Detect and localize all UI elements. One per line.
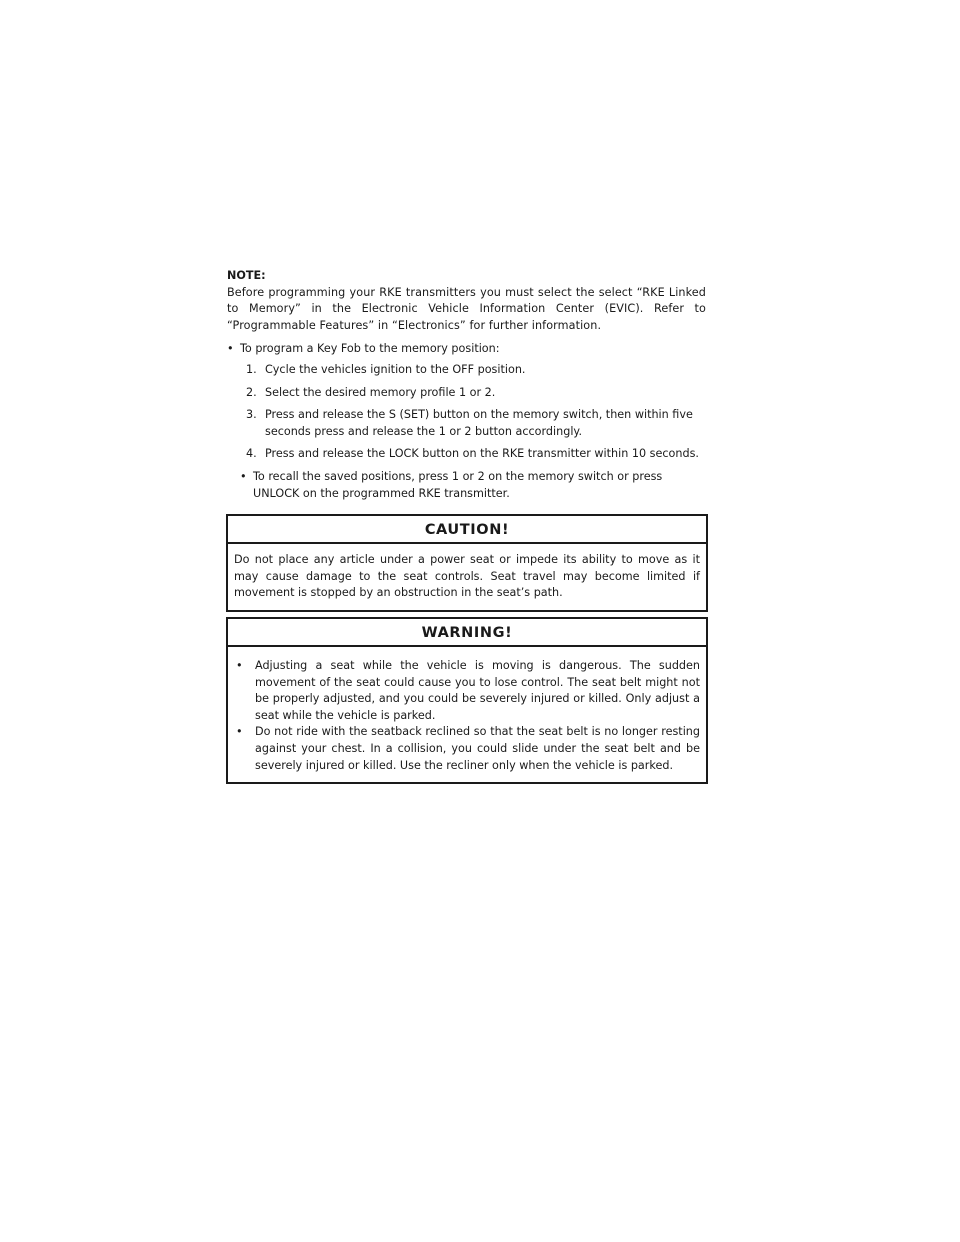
warning-item-text: Adjusting a seat while the vehicle is moving is dangerous. The sudden movement of the seat could cause you to lose control. The seat belt might not be properly adjusted, and you could be severely injured or killed. Only adjust a seat while the vehicle is parked.	[255, 659, 700, 722]
bullet-marker: •	[227, 342, 234, 356]
warning-box	[226, 617, 708, 784]
step-item	[227, 407, 706, 440]
note-body: Before programming your RKE transmitters you must select the select “RKE Linked to Memory” in the Electronic Vehicle Information Center (EVIC). Refer to “Programmable Features” in “Electronics” for further information.	[227, 285, 706, 332]
warning-body	[228, 647, 706, 782]
recall-positions-bullet	[227, 469, 706, 502]
step-text: Select the desired memory profile 1 or 2.	[265, 385, 496, 399]
caution-title: CAUTION!	[228, 516, 706, 544]
step-item	[227, 446, 706, 463]
warning-item	[230, 658, 700, 724]
caution-body: Do not place any article under a power seat or impede its ability to move as it may cause damage to the seat controls. Seat travel may become limited if movement is stopped by an obstruction in the seat’s path.	[234, 553, 700, 600]
step-text: Cycle the vehicles ignition to the OFF position.	[265, 362, 526, 376]
step-number: 3.	[246, 408, 257, 422]
bullet-marker: •	[240, 469, 247, 483]
manual-page-content	[227, 268, 706, 502]
bullet-marker: •	[236, 659, 243, 672]
bullet-text: To recall the saved positions, press 1 or 2 on the memory switch or press UNLOCK on the programmed RKE transmitter.	[253, 469, 663, 500]
step-item	[227, 362, 706, 379]
step-text: Press and release the S (SET) button on the memory switch, then within five seconds press and release the 1 or 2 button accordingly.	[265, 408, 693, 438]
warning-item-text: Do not ride with the seatback reclined so that the seat belt is no longer resting against your chest. In a collision, you could slide under the seat belt and be severely injured or killed. Use the recliner only when the vehicle is parked.	[255, 725, 700, 772]
step-number: 2.	[246, 385, 257, 399]
bullet-text: To program a Key Fob to the memory position:	[240, 342, 500, 356]
caution-box	[226, 514, 708, 612]
step-number: 4.	[246, 447, 257, 461]
warning-title: WARNING!	[228, 619, 706, 647]
bullet-marker: •	[236, 725, 243, 739]
program-key-fob-bullet	[227, 341, 706, 358]
note-label: NOTE:	[227, 269, 266, 282]
warning-item	[230, 724, 700, 774]
step-number: 1.	[246, 362, 257, 376]
step-text: Press and release the LOCK button on the RKE transmitter within 10 seconds.	[265, 447, 699, 461]
program-steps-list	[227, 362, 706, 463]
step-item	[227, 385, 706, 402]
